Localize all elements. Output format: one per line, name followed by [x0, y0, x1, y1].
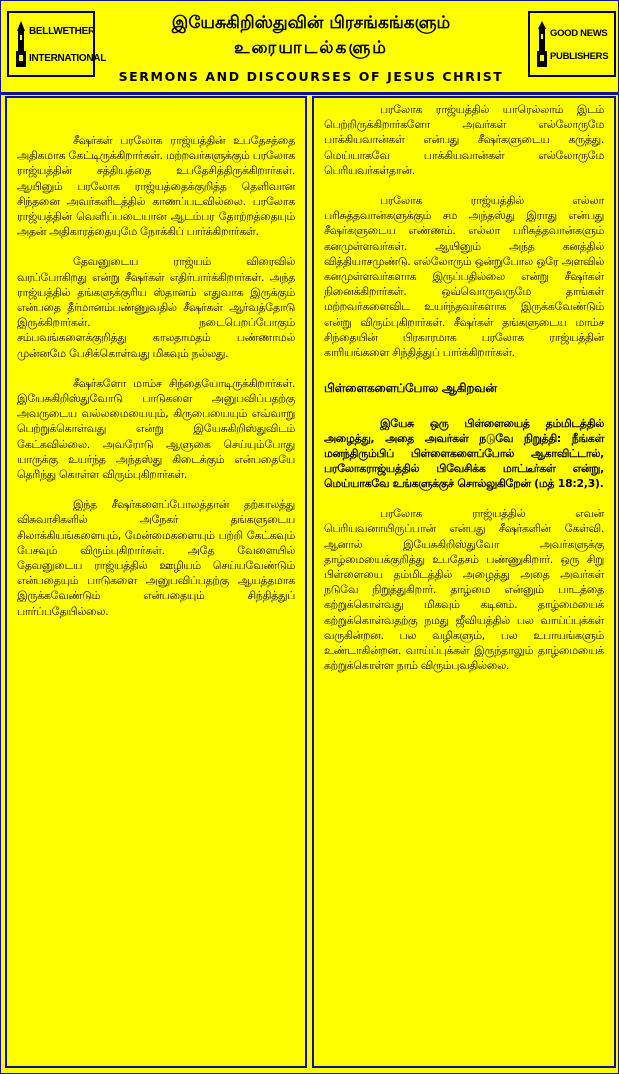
good-news-logo [528, 11, 616, 77]
right-column [312, 96, 616, 1068]
logo-left-text [29, 25, 106, 65]
tower-icon [534, 19, 550, 69]
left-paragraph-1: சீஷர்கள் பரலோக ராஜ்யத்தின் உபதேசத்தை அதிகமாக கேட்டிருக்கிறார்கள். மற்றவர்களுக்கும் பரலோக ராஜ்யத்தின் சத்தியத்தை உபதேசித்திருக்கிறார்கள். ஆயினும் பரலோக ராஜ்யத்தைக்குறித்த தெளிவான சிந்தனை அவர்களிடத்தில் காணப்படவில்லை. பரலோக ராஜ்யத்தின் வெளிப்படையான ஆடம்பர தோற்றத்தையும் அதன் அதிகாரத்தையுமே நோக்கிப் பார்க்கிறார்கள். [17, 134, 295, 239]
right-paragraph-1: பரலோக ராஜ்யத்தில் யாரெல்லாம் இடம் பெற்றிருக்கிறார்களோ அவர்கள் எல்லோருமே பாக்கியவான்கள் என்பது சீஷர்களுடைய கருத்து. மெய்யாகவே பாக்கியவான்கள் எல்லோருமே பெரியவர்கள்தான். [324, 103, 604, 177]
logo-left-line1: BELLWETHER [29, 26, 95, 37]
bell-tower-icon [13, 19, 29, 69]
section-heading: பிள்ளைகளைப்போல ஆகிறவன் [324, 381, 497, 396]
header [1, 1, 618, 93]
left-paragraph-4: இந்த சீஷர்களைப்போலத்தான் தற்காலத்து விசுவாசிகளில் அநேகர் தங்களுடைய சிலாக்கியங்களையும், மேன்மைகளையும் பற்றி கேட்கவும் பேசவும் விரும்புகிறார்கள். அதே வேளையில் தேவனுடைய ராஜ்யத்தில் ஊழியம் செய்யவேண்டும் என்பதையும் பாடுகளை அனுபவிப்பதற்கு ஆயத்தமாக இருக்கவேண்டும் என்பதையும் சிந்தித்துப் பார்ப்பதேயில்லை. [17, 498, 295, 618]
left-paragraph-3: சீஷர்களோ மாம்ச சிந்தையோடிருக்கிறார்கள். இயேசுகிறிஸ்துவோடு பாடுகளை அனுபவிப்பதற்கு அவருடைய வல்லமையையும், கிருபையையும் எவ்வாறு பெற்றுக்கொள்வது என்று இயேசுகிறிஸ்துவிடம் கேட்கவில்லை. அவரோடு ஆளுகை செய்யும்போது யாருக்கு உயர்ந்த அந்தஸ்து கிடைக்கும் என்பதையே தெரிந்து கொள்ள விரும்புகிறார்கள். [17, 376, 295, 482]
logo-left-line2: INTERNATIONAL [29, 53, 107, 64]
left-paragraph-2: தேவனுடைய ராஜ்யம் விரைவில் வரப்போகிறது என்று சீஷர்கள் எதிர்பார்க்கிறார்கள். அந்த ராஜ்யத்தில் தங்களுக்குரிய ஸ்தானம் எதுவாக இருக்கும் என்பதை தீர்மானம்பண்ணுவதில் சீஷர்கள் ஆர்வத்தோடு இருக்கிறார்கள். நடைபெறப்போகும் சம்பவங்களைக்குறித்து காலதாமதம் பண்ணாமல் முன்னமே பேசிக்கொள்வது மிகவும் நல்லது. [17, 255, 295, 360]
right-paragraph-2: பரலோக ராஜ்யத்தில் எல்லா பரிசுத்தவான்களுக்கும் சம அந்தஸ்து இராது என்பது சீஷர்களுடைய எண்ணம். எல்லா பரிசுத்தவான்களும் கனமுள்ளவர்கள். ஆயினும் அந்த கனத்தில் வித்தியாசமுண்டு. எல்லோரும் ஒன்றுபோல ஒரே அளவில் கனமுள்ளவர்களாக இருப்பதில்லை என்று சீஷர்கள் நினைக்கிறார்கள். ஒவ்வொருவருமே தாங்கள் மற்றவர்களைவிட உயர்ந்தவர்களாக இருக்கவேண்டும் என்று விரும்புகிறார்கள். சீஷர்கள் தங்களுடைய மாம்ச சிந்தையின் பிரகாரமாக பரலோக ராஜ்யத்தின் காரியங்களை சிந்தித்துப் பார்க்கிறார்கள். [324, 194, 604, 360]
logo-right-line2: PUBLISHERS [550, 51, 609, 62]
logo-right-line1: GOOD NEWS [550, 28, 608, 39]
title-tamil-line1: இயேசுகிறிஸ்துவின் பிரசங்கங்களும் [171, 13, 451, 33]
title-tamil-line2: உரையாடல்களும் [234, 38, 388, 58]
right-paragraph-3: பரலோக ராஜ்யத்தில் எவன் பெரியவனாயிருப்பான் என்பது சீஷர்களின் கேள்வி. ஆனால் இயேசுகிறிஸ்துவோ அவர்களுக்கு தாழ்மையைக்குறித்து உபதேசம் பண்ணுகிறார். ஒரு சிறு பிள்ளையை தம்மிடத்தில் அழைத்து அதை அவர்கள் நடுவே நிறுத்துகிறார். தாழ்மை என்னும் பாடத்தை கற்றுக்கொள்வது மிகவும் கடினம். தாழ்மையைக் கற்றுக்கொள்வதற்கு நமது ஜீவியத்தில் பல வாய்ப்புக்கள் வருகின்றன. பல வழிகளும், பல உபாயங்களும் உண்டாகின்றன. வாய்ப்புக்கள் இருந்தாலும் தாழ்மையைக் கற்றுக்கொள்ள நாம் விரும்புவதில்லை. [324, 507, 604, 673]
scripture-quote: இயேசு ஒரு பிள்ளையைத் தம்மிடத்தில் அழைத்து, அதை அவர்கள் நடுவே நிறுத்தி: நீங்கள் மனந்திரும்பிப் பிள்ளைகளைப்போல் ஆகாவிட்டால், பரலோகராஜ்யத்தில் பிவேசிக்க மாட்டீர்கள் என்று, மெய்யாகவே உங்களுக்குச் சொல்லுகிறேன் (மத் 18:2,3). [324, 417, 604, 491]
header-divider [1, 92, 618, 95]
bellwether-logo [7, 11, 107, 77]
logo-right-text [550, 27, 608, 63]
left-column [5, 96, 307, 1068]
title-english: SERMONS AND DISCOURSES OF JESUS CHRIST [118, 69, 504, 84]
